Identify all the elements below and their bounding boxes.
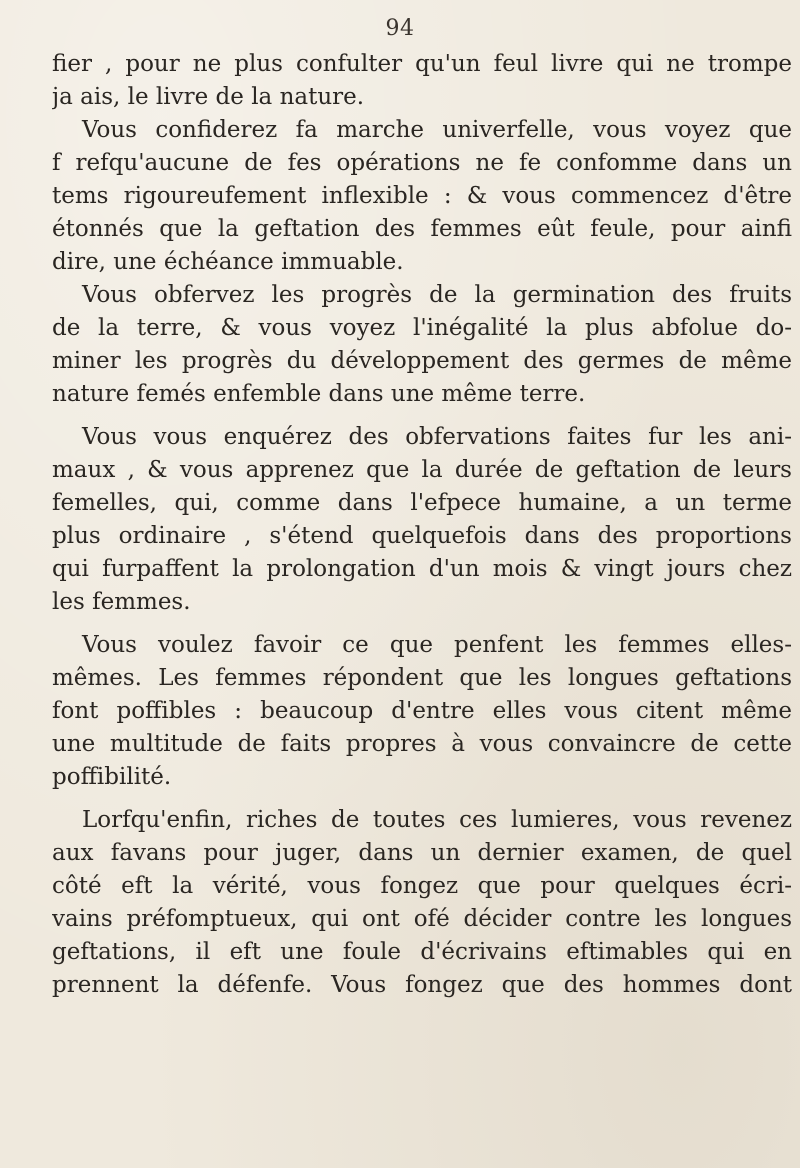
text-line: de la terre, & vous voyez l'inégalité la plus abfolue do- <box>52 315 792 341</box>
text-line: font poffibles : beaucoup d'entre elles vous citent même <box>52 698 792 724</box>
text-line: fier , pour ne plus confulter qu'un feul livre qui ne trompe <box>52 51 792 77</box>
text-line: les femmes. <box>52 589 191 615</box>
text-line: Lorfqu'enfin, riches de toutes ces lumieres, vous revenez <box>82 807 792 833</box>
body-text <box>52 48 792 1002</box>
text-line: mêmes. Les femmes répondent que les longues geftations <box>52 665 792 691</box>
text-line: aux favans pour juger, dans un dernier examen, de quel <box>52 840 792 866</box>
text-line: geftations, il eft une foule d'écrivains eftimables qui en <box>52 939 792 965</box>
text-line: dire, une échéance immuable. <box>52 249 404 275</box>
text-line: une multitude de faits propres à vous convaincre de cette <box>52 731 792 757</box>
text-line: qui furpaffent la prolongation d'un mois & vingt jours chez <box>52 556 792 582</box>
text-line: plus ordinaire , s'étend quelquefois dans des proportions <box>52 523 792 549</box>
text-line: poffibilité. <box>52 764 172 790</box>
text-line: nature femés enfemble dans une même terre. <box>52 381 586 407</box>
text-line: Vous voulez favoir ce que penfent les femmes elles- <box>82 632 792 658</box>
text-line: côté eft la vérité, vous fongez que pour quelques écri- <box>52 873 792 899</box>
text-line: Vous confiderez fa marche univerfelle, vous voyez que <box>82 117 792 143</box>
text-line: miner les progrès du développement des germes de même <box>52 348 792 374</box>
text-line: f refqu'aucune de fes opérations ne fe confomme dans un <box>52 150 792 176</box>
text-line: tems rigoureufement inflexible : & vous commencez d'être <box>52 183 792 209</box>
text-line: femelles, qui, comme dans l'efpece humaine, a un terme <box>52 490 792 516</box>
text-line: Vous obfervez les progrès de la germination des fruits <box>82 282 792 308</box>
text-line: ja ais, le livre de la nature. <box>52 84 365 110</box>
text-line: étonnés que la geftation des femmes eût feule, pour ainfi <box>52 216 792 242</box>
page-number: 94 <box>385 16 415 41</box>
text-line: vains préfomptueux, qui ont ofé décider contre les longues <box>52 906 792 932</box>
text-line: prennent la défenfe. Vous fongez que des hommes dont <box>52 972 792 998</box>
text-line: maux , & vous apprenez que la durée de geftation de leurs <box>52 457 792 483</box>
text-line: Vous vous enquérez des obfervations faites fur les ani- <box>82 424 792 450</box>
